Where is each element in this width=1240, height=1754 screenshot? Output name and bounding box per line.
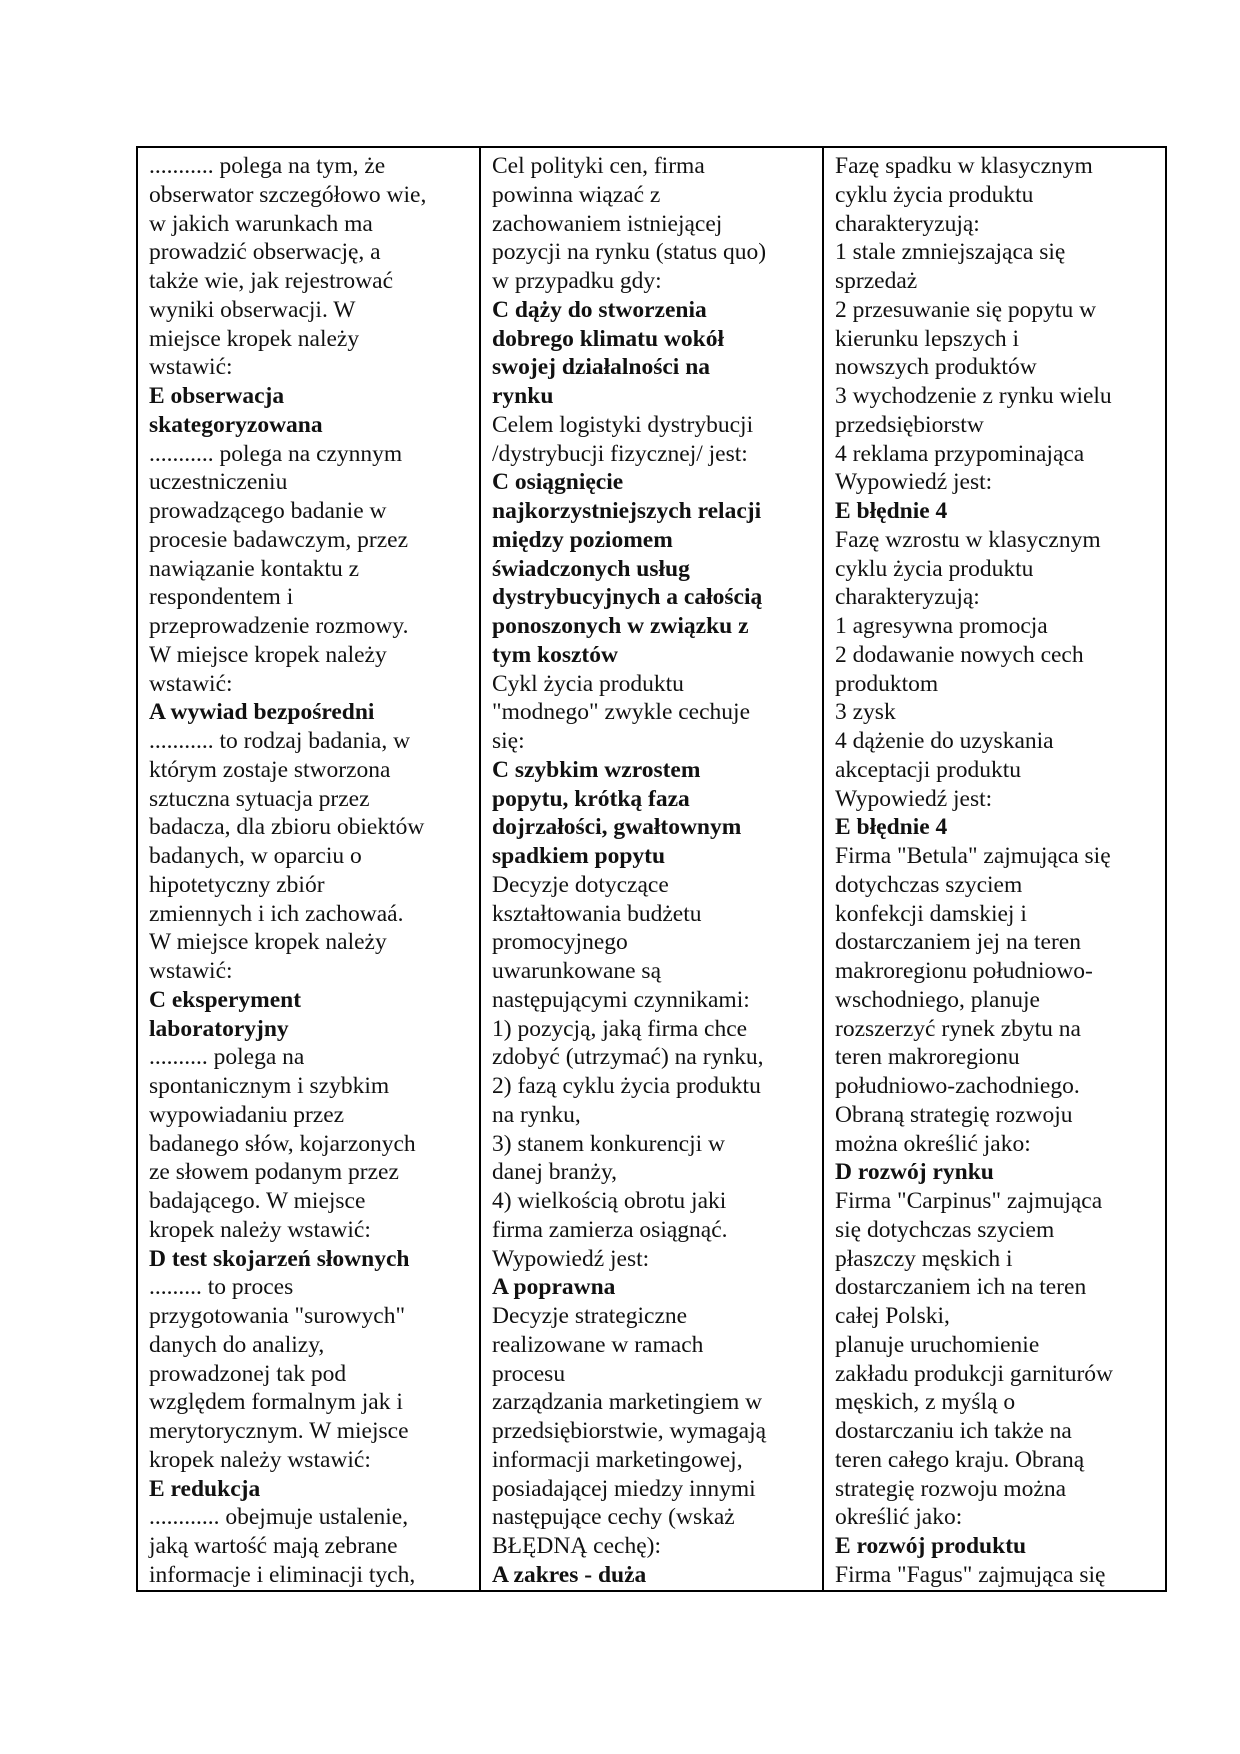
- text-line: 3 wychodzenie z rynku wielu: [835, 383, 1112, 409]
- text-line: dostarczaniu ich także na: [835, 1418, 1072, 1444]
- text-line: kształtowania budżetu: [492, 900, 702, 927]
- text-line: .......... polega na: [149, 1044, 305, 1071]
- text-line: realizowane w ramach: [492, 1331, 704, 1358]
- answer-line: E obserwacja: [149, 383, 285, 409]
- answer-line: E błędnie 4: [835, 814, 948, 841]
- text-line: informacje i eliminacji tych,: [149, 1561, 416, 1588]
- text-line: wstawić:: [149, 958, 233, 984]
- text-line: dotychczas szyciem: [835, 871, 1023, 898]
- text-line: posiadającej miedzy innymi: [492, 1475, 756, 1502]
- text-line: Wypowiedź jest:: [492, 1245, 650, 1272]
- text-line: Cel polityki cen, firma: [492, 153, 705, 179]
- text-line: akceptacji produktu: [835, 756, 1021, 783]
- text-line: ......... to proces: [149, 1274, 294, 1301]
- text-line: nowszych produktów: [835, 354, 1037, 381]
- text-line: cyklu życia produktu: [835, 555, 1034, 582]
- text-line: badanych, w oparciu o: [149, 843, 362, 869]
- text-line: zakładu produkcji garniturów: [835, 1360, 1113, 1387]
- text-line: w jakich warunkach ma: [149, 210, 373, 237]
- answer-line: C szybkim wzrostem: [492, 756, 701, 783]
- text-line: Firma "Fagus" zajmująca się: [835, 1561, 1106, 1588]
- answer-line: C osiągnięcie: [492, 469, 624, 496]
- text-line: określić jako:: [835, 1504, 963, 1531]
- answer-line: dobrego klimatu wokół: [492, 325, 724, 352]
- text-line: badanego słów, kojarzonych: [149, 1130, 416, 1157]
- text-line: całej Polski,: [835, 1303, 950, 1329]
- text-line: południowo-zachodniego.: [835, 1073, 1080, 1099]
- text-line: respondentem i: [149, 584, 294, 611]
- text-line: powinna wiązać z: [492, 181, 661, 208]
- text-line: 1 stale zmniejszająca się: [835, 239, 1066, 266]
- text-line: jaką wartość mają zebrane: [149, 1533, 398, 1559]
- answer-line: C dąży do stworzenia: [492, 296, 707, 323]
- answer-line: C eksperyment: [149, 986, 302, 1013]
- text-line: 2 przesuwanie się popytu w: [835, 296, 1097, 323]
- text-line: 4 reklama przypominająca: [835, 440, 1085, 467]
- text-line: uwarunkowane są: [492, 958, 662, 984]
- text-line: zarządzania marketingiem w: [492, 1389, 763, 1416]
- text-line: 2 dodawanie nowych cech: [835, 641, 1084, 668]
- text-line: można określić jako:: [835, 1130, 1031, 1157]
- text-line: planuje uruchomienie: [835, 1331, 1040, 1358]
- text-line: płaszczy męskich i: [835, 1245, 1013, 1272]
- answer-line: rynku: [492, 383, 554, 409]
- text-line: spontanicznym i szybkim: [149, 1073, 390, 1099]
- text-line: charakteryzują:: [835, 210, 980, 237]
- text-line: sztuczna sytuacja przez: [149, 785, 370, 812]
- text-line: sprzedaż: [835, 268, 918, 294]
- text-line: hipotetyczny zbiór: [149, 871, 325, 898]
- text-line: w przypadku gdy:: [492, 268, 662, 294]
- answer-line: A zakres - duża: [492, 1561, 647, 1588]
- answer-line: między poziomem: [492, 526, 673, 553]
- text-line: teren makroregionu: [835, 1044, 1020, 1071]
- text-line: Fazę wzrostu w klasycznym: [835, 526, 1101, 553]
- answer-line: D rozwój rynku: [835, 1159, 994, 1186]
- text-line: Firma "Carpinus" zajmująca: [835, 1188, 1103, 1214]
- text-line: 4 dążenie do uzyskania: [835, 728, 1054, 754]
- text-line: ........... to rodzaj badania, w: [149, 728, 411, 754]
- text-line: danej branży,: [492, 1159, 618, 1186]
- answer-line: tym kosztów: [492, 641, 618, 668]
- text-line: którym zostaje stworzona: [149, 756, 391, 783]
- text-line: prowadzącego badanie w: [149, 498, 387, 524]
- text-line: zachowaniem istniejącej: [492, 210, 723, 237]
- text-line: ........... polega na tym, że: [149, 153, 386, 179]
- text-line: produktom: [835, 670, 939, 697]
- text-line: strategię rozwoju można: [835, 1475, 1066, 1502]
- text-line: Decyzje strategiczne: [492, 1303, 688, 1329]
- text-line: danych do analizy,: [149, 1331, 325, 1358]
- text-line: procesu: [492, 1360, 566, 1387]
- text-line: pozycji na rynku (status quo): [492, 239, 767, 266]
- column-middle: [480, 147, 823, 1591]
- text-line: Fazę spadku w klasycznym: [835, 153, 1093, 179]
- text-line: W miejsce kropek należy: [149, 929, 387, 956]
- text-line: zmiennych i ich zachowaá.: [149, 900, 404, 927]
- text-line: W miejsce kropek należy: [149, 641, 387, 668]
- text-line: 2) fazą cyklu życia produktu: [492, 1073, 761, 1099]
- text-line: miejsce kropek należy: [149, 325, 360, 352]
- text-line: przeprowadzenie rozmowy.: [149, 613, 409, 639]
- text-line: 3) stanem konkurencji w: [492, 1130, 725, 1157]
- answer-line: E rozwój produktu: [835, 1533, 1027, 1559]
- answer-line: spadkiem popytu: [492, 843, 666, 869]
- text-line: prowadzonej tak pod: [149, 1360, 347, 1387]
- column-right: [823, 147, 1166, 1591]
- text-line: męskich, z myślą o: [835, 1389, 1016, 1416]
- text-line: wstawić:: [149, 354, 233, 381]
- text-line: badacza, dla zbioru obiektów: [149, 814, 425, 841]
- text-line: dostarczaniem jej na teren: [835, 929, 1081, 956]
- text-line: "modnego" zwykle cechuje: [492, 699, 751, 726]
- answer-line: D test skojarzeń słownych: [149, 1245, 410, 1272]
- text-line: teren całego kraju. Obraną: [835, 1446, 1085, 1473]
- text-line: ........... polega na czynnym: [149, 440, 403, 467]
- text-line: przedsiębiorstw: [835, 411, 984, 438]
- text-line: prowadzić obserwację, a: [149, 239, 381, 266]
- text-line: obserwator szczegółowo wie,: [149, 181, 427, 208]
- answer-line: A poprawna: [492, 1274, 616, 1301]
- text-line: przedsiębiorstwie, wymagają: [492, 1418, 767, 1444]
- answer-line: laboratoryjny: [149, 1015, 289, 1042]
- answer-line: ponoszonych w związku z: [492, 613, 749, 639]
- answer-line: dystrybucyjnych a całością: [492, 584, 763, 611]
- text-line: wschodniego, planuje: [835, 986, 1040, 1013]
- text-line: konfekcji damskiej i: [835, 900, 1027, 927]
- text-line: charakteryzują:: [835, 584, 980, 611]
- text-line: promocyjnego: [492, 929, 628, 956]
- text-line: Wypowiedź jest:: [835, 785, 993, 812]
- answer-line: A wywiad bezpośredni: [149, 699, 375, 726]
- text-line: 4) wielkością obrotu jaki: [492, 1188, 727, 1214]
- qa-table: [136, 146, 1167, 1592]
- text-line: wypowiadaniu przez: [149, 1101, 345, 1128]
- text-line: rozszerzyć rynek zbytu na: [835, 1015, 1081, 1042]
- text-line: BŁĘDNĄ cechę):: [492, 1533, 661, 1559]
- text-line: kropek należy wstawić:: [149, 1216, 371, 1243]
- text-line: wyniki obserwacji. W: [149, 296, 356, 323]
- answer-line: dojrzałości, gwałtownym: [492, 814, 742, 841]
- text-line: 1) pozycją, jaką firma chce: [492, 1015, 748, 1042]
- text-line: Decyzje dotyczące: [492, 871, 669, 898]
- answer-line: najkorzystniejszych relacji: [492, 498, 762, 524]
- answer-line: E redukcja: [149, 1475, 261, 1502]
- text-line: zdobyć (utrzymać) na rynku,: [492, 1044, 764, 1071]
- text-line: kierunku lepszych i: [835, 325, 1020, 352]
- text-line: badającego. W miejsce: [149, 1188, 366, 1214]
- text-line: Obraną strategię rozwoju: [835, 1101, 1073, 1128]
- text-line: kropek należy wstawić:: [149, 1446, 371, 1473]
- text-line: merytorycznym. W miejsce: [149, 1418, 409, 1444]
- text-line: na rynku,: [492, 1101, 581, 1128]
- text-line: Celem logistyki dystrybucji: [492, 411, 754, 438]
- text-line: się:: [492, 728, 525, 754]
- column-left: [137, 147, 480, 1591]
- text-line: wstawić:: [149, 670, 233, 697]
- text-line: następującymi czynnikami:: [492, 986, 750, 1013]
- answer-line: świadczonych usług: [492, 555, 690, 582]
- answer-line: E błędnie 4: [835, 498, 948, 524]
- text-line: nawiązanie kontaktu z: [149, 555, 360, 582]
- text-line: ze słowem podanym przez: [149, 1159, 399, 1186]
- answer-line: swojej działalności na: [492, 354, 711, 381]
- text-line: następujące cechy (wskaż: [492, 1504, 735, 1531]
- text-line: Wypowiedź jest:: [835, 469, 993, 496]
- text-line: względem formalnym jak i: [149, 1389, 403, 1416]
- text-line: Cykl życia produktu: [492, 670, 684, 697]
- text-line: ............ obejmuje ustalenie,: [149, 1504, 409, 1531]
- text-line: także wie, jak rejestrować: [149, 268, 394, 294]
- text-line: informacji marketingowej,: [492, 1446, 743, 1473]
- text-line: /dystrybucji fizycznej/ jest:: [492, 440, 748, 467]
- text-line: firma zamierza osiągnąć.: [492, 1216, 728, 1243]
- text-line: Firma "Betula" zajmująca się: [835, 843, 1111, 869]
- answer-line: skategoryzowana: [149, 411, 323, 438]
- text-line: przygotowania "surowych": [149, 1303, 406, 1329]
- text-line: dostarczaniem ich na teren: [835, 1274, 1087, 1301]
- text-line: makroregionu południowo-: [835, 958, 1093, 984]
- text-line: się dotychczas szyciem: [835, 1216, 1055, 1243]
- table-row: [137, 147, 1166, 1591]
- text-line: 3 zysk: [835, 699, 896, 726]
- text-line: uczestniczeniu: [149, 469, 288, 496]
- text-line: 1 agresywna promocja: [835, 613, 1048, 639]
- answer-line: popytu, krótką faza: [492, 785, 690, 812]
- text-line: procesie badawczym, przez: [149, 526, 409, 553]
- text-line: cyklu życia produktu: [835, 181, 1034, 208]
